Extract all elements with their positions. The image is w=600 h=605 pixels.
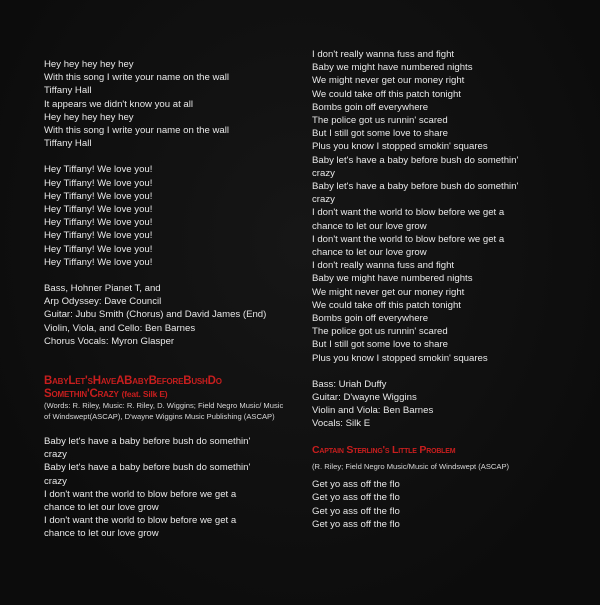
lyric-line: Hey Tiffany! We love you!: [44, 230, 153, 242]
lyric-line: crazy: [312, 194, 335, 206]
lyric-line: Plus you know I stopped smokin' squares: [312, 141, 488, 153]
lyric-line: Hey Tiffany! We love you!: [44, 217, 153, 229]
lyric-line: Get yo ass off the flo: [312, 518, 400, 530]
credit-line: Arp Odyssey: Dave Council: [44, 296, 162, 308]
lyric-line: Baby let's have a baby before bush do somethin': [44, 436, 251, 448]
song-title: [44, 375, 290, 400]
lyric-line: crazy: [312, 167, 335, 179]
credit-line: Guitar: Jubu Smith (Chorus) and David James (End): [44, 309, 267, 321]
lyric-line: Hey Tiffany! We love you!: [44, 177, 153, 189]
credit-line: Violin and Viola: Ben Barnes: [312, 405, 434, 417]
lyric-line: I don't really wanna fuss and fight: [312, 260, 455, 272]
lyric-line: Bombs goin off everywhere: [312, 101, 429, 113]
lyric-line: Hey Tiffany! We love you!: [44, 164, 153, 176]
lyric-line: But I still got some love to share: [312, 339, 448, 351]
credit-line: Vocals: Silk E: [312, 418, 371, 430]
verse-1: [44, 58, 290, 150]
lyric-line: We could take off this patch tonight: [312, 88, 461, 100]
lyric-line: crazy: [44, 449, 67, 461]
left-column: [44, 58, 290, 541]
lyric-line: Hey Tiffany! We love you!: [44, 190, 153, 202]
song-title-line-1: Captain Sterling's Little Problem: [312, 443, 456, 456]
lyric-line: Get yo ass off the flo: [312, 479, 400, 491]
credit-line: Guitar: D'wayne Wiggins: [312, 392, 417, 404]
lyric-line: Tiffany Hall: [44, 85, 92, 97]
credit-line: Chorus Vocals: Myron Glasper: [44, 335, 175, 347]
credit-line: Bass: Uriah Duffy: [312, 378, 387, 390]
lyric-line: With this song I write your name on the wall: [44, 125, 230, 137]
credit-line: (Words: R. Riley, Music: R. Riley, D. Wiggins; Field Negro Music/ Music: [44, 401, 284, 411]
lyric-line: Baby let's have a baby before bush do somethin': [312, 154, 519, 166]
lyric-line: Tiffany Hall: [44, 138, 92, 150]
lyric-line: Get yo ass off the flo: [312, 505, 400, 517]
lyric-line: Baby we might have numbered nights: [312, 273, 473, 285]
song-writing-credits: [44, 400, 290, 422]
song-writing-credits: [312, 461, 560, 472]
lyric-line: chance to let our love grow: [44, 502, 159, 514]
musician-credits: [312, 378, 560, 431]
lyric-line: Baby we might have numbered nights: [312, 62, 473, 74]
lyric-line: The police got us runnin' scared: [312, 326, 448, 338]
featuring-label: (feat. Silk E): [121, 388, 168, 399]
lyric-line: Hey hey hey hey hey: [44, 59, 134, 70]
lyric-line: I don't want the world to blow before we get a: [44, 488, 237, 500]
song-title-line-2: Somethin'Crazy: [44, 387, 119, 400]
lyric-line: It appears we didn't know you at all: [44, 98, 194, 110]
lyric-line: We could take off this patch tonight: [312, 299, 461, 311]
lyric-line: Bombs goin off everywhere: [312, 313, 429, 325]
musician-credits: [44, 282, 290, 348]
lyric-line: I don't want the world to blow before we get a: [312, 207, 505, 219]
credit-line: (R. Riley; Field Negro Music/Music of Windswept (ASCAP): [312, 462, 510, 472]
lyric-line: Hey Tiffany! We love you!: [44, 256, 153, 268]
lyric-line: Hey Tiffany! We love you!: [44, 243, 153, 255]
lyric-line: chance to let our love grow: [44, 528, 159, 540]
lyric-line: Baby let's have a baby before bush do somethin': [44, 462, 251, 474]
lyric-line: I don't want the world to blow before we get a: [44, 515, 237, 527]
lyric-line: crazy: [44, 475, 67, 487]
song-lyrics: [312, 48, 560, 365]
lyric-line: We might never get our money right: [312, 75, 465, 87]
lyric-line: I don't really wanna fuss and fight: [312, 49, 455, 60]
song-lyrics: [44, 435, 290, 541]
lyric-line: The police got us runnin' scared: [312, 115, 448, 127]
lyric-line: chance to let our love grow: [312, 247, 427, 259]
lyric-line: Plus you know I stopped smokin' squares: [312, 352, 488, 364]
lyric-line: We might never get our money right: [312, 286, 465, 298]
lyric-line: chance to let our love grow: [312, 220, 427, 232]
lyric-line: I don't want the world to blow before we get a: [312, 233, 505, 245]
lyric-line: Hey hey hey hey hey: [44, 111, 134, 123]
credit-line: Bass, Hohner Pianet T, and: [44, 283, 161, 295]
lyric-line: Hey Tiffany! We love you!: [44, 204, 153, 216]
right-column: [312, 48, 560, 531]
chorus: [44, 163, 290, 269]
song-title: [312, 444, 560, 457]
lyric-line: But I still got some love to share: [312, 128, 448, 140]
song-lyrics: [312, 478, 560, 531]
lyric-line: Get yo ass off the flo: [312, 492, 400, 504]
credit-line: of Windswept(ASCAP), D'wayne Wiggins Music Publishing (ASCAP): [44, 412, 275, 422]
song-title-line-1: BabyLet'sHaveABabyBeforeBushDo: [44, 375, 222, 388]
lyric-line: With this song I write your name on the wall: [44, 72, 230, 84]
credit-line: Violin, Viola, and Cello: Ben Barnes: [44, 322, 196, 334]
lyric-line: Baby let's have a baby before bush do somethin': [312, 181, 519, 193]
